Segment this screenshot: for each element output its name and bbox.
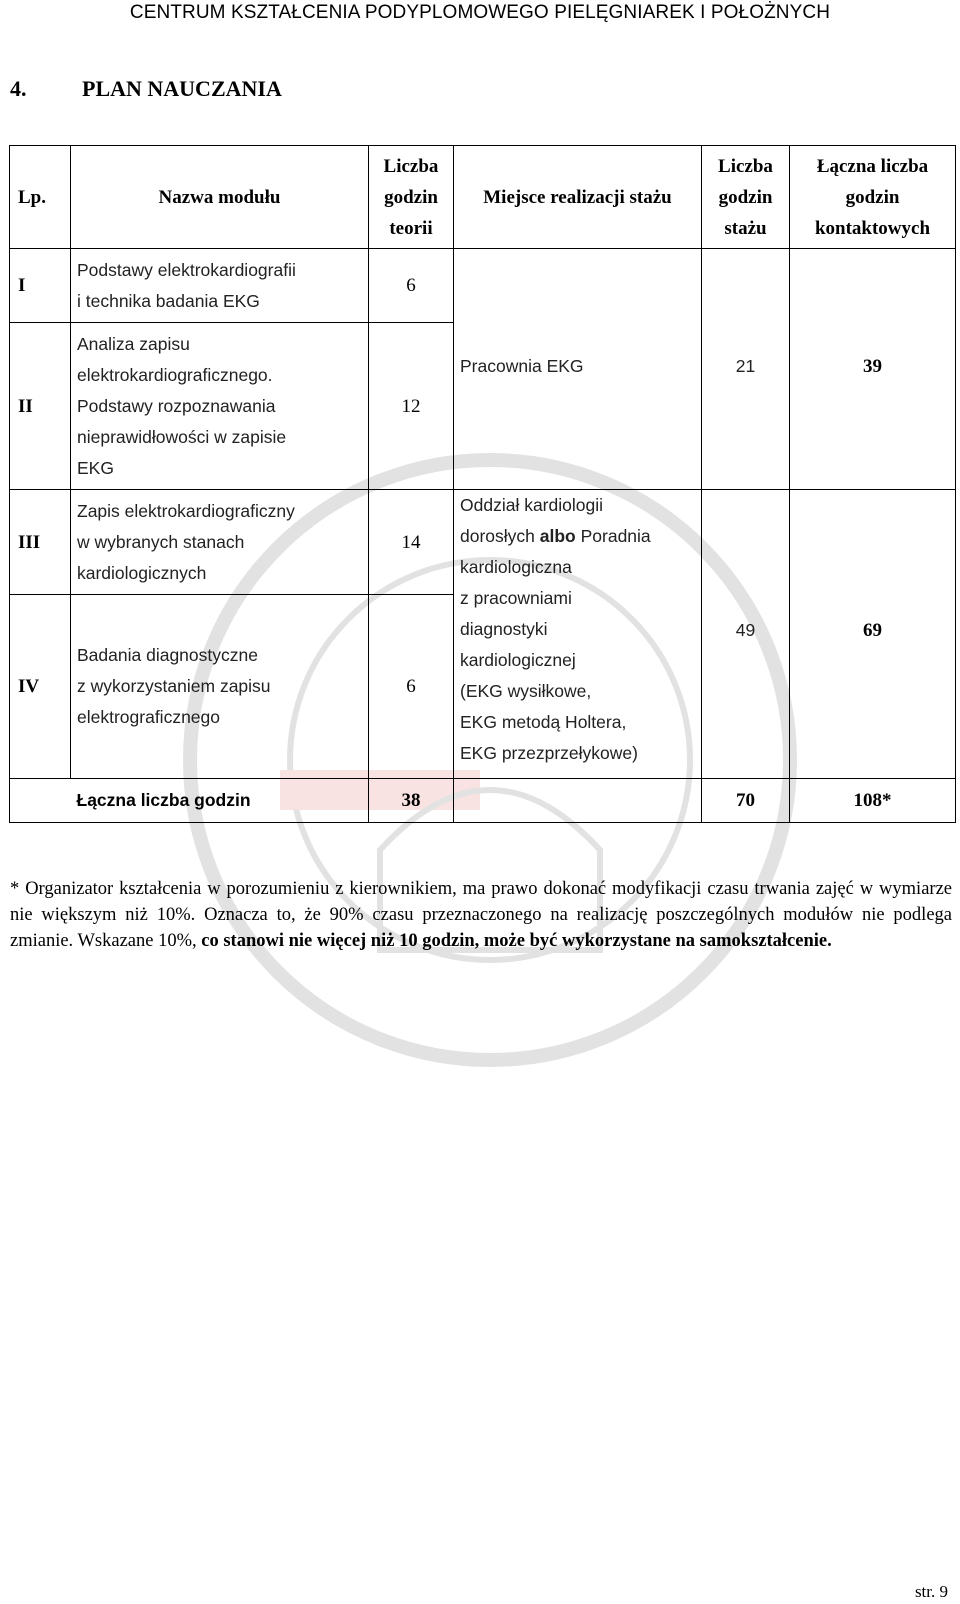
- header-total: Łączna liczba godzin kontaktowych: [790, 146, 956, 249]
- row-module: [71, 323, 369, 490]
- place-group-2: [454, 490, 702, 779]
- module-line: Podstawy elektrokardiografii: [77, 259, 296, 280]
- summary-label: Łączna liczba godzin: [71, 779, 369, 823]
- summary-theory: 38: [369, 779, 454, 823]
- page-number: str. 9: [914, 1582, 948, 1601]
- table-row: [10, 249, 956, 323]
- table-row: [10, 490, 956, 595]
- summary-internship: 70: [702, 779, 790, 823]
- plan-table: [9, 145, 956, 823]
- internship-group-1: [702, 249, 790, 490]
- place-line: Oddział kardiologii: [460, 495, 603, 515]
- place-line: z pracowniami: [460, 588, 572, 608]
- row-module: [71, 595, 369, 779]
- module-line: Zapis elektrokardiograficzny: [77, 500, 295, 521]
- section-number: 4.: [10, 76, 27, 101]
- place-line: EKG przezprzełykowe): [460, 743, 638, 763]
- internship-group-2: [702, 490, 790, 779]
- internship-value: 49: [735, 620, 756, 640]
- place-line: kardiologiczna: [460, 557, 572, 577]
- place-group-1: [454, 249, 702, 490]
- row-lp: IV: [10, 595, 71, 779]
- row-lp: III: [10, 490, 71, 595]
- place-line: diagnostyki: [460, 619, 548, 639]
- module-line: EKG: [77, 457, 114, 478]
- header-internship: Liczba godzin stażu: [702, 146, 790, 249]
- summary-place-empty: [454, 779, 702, 823]
- total-value: 69: [863, 620, 882, 641]
- row-lp: II: [10, 323, 71, 490]
- footnote-text: * Organizator kształcenia w porozumieniu z kierownikiem, ma prawo dokonać modyfikacji czasu trwania zajęć w wymiarze nie większym niż 10%. Oznacza to, że 90% czasu przeznaczonego na realizację poszczególnych modułów nie podlega zmianie. Wskazane 10%,: [10, 879, 952, 951]
- module-line: elektrokardiograficznego.: [77, 364, 273, 385]
- module-line: Analiza zapisu: [77, 333, 190, 354]
- row-theory: 14: [369, 490, 454, 595]
- module-line: elektrograficznego: [77, 707, 220, 727]
- place-line: (EKG wysiłkowe,: [460, 681, 592, 701]
- header-module: Nazwa modułu: [71, 146, 369, 249]
- module-line: Badania diagnostyczne: [77, 645, 258, 665]
- total-group-1: [790, 249, 956, 490]
- internship-value: 21: [735, 356, 756, 376]
- section-title: [10, 76, 282, 102]
- place-line: Poradnia: [575, 526, 651, 546]
- place-line: kardiologicznej: [460, 650, 576, 670]
- module-line: Podstawy rozpoznawania: [77, 395, 276, 416]
- row-theory: 6: [369, 249, 454, 323]
- module-line: w wybranych stanach: [77, 531, 245, 552]
- total-group-2: [790, 490, 956, 779]
- module-line: nieprawidłowości w zapisie: [77, 426, 287, 447]
- row-lp: I: [10, 249, 71, 323]
- module-line: kardiologicznych: [77, 562, 207, 583]
- place-line-bold: albo: [539, 526, 576, 546]
- header-place: Miejsce realizacji stażu: [454, 146, 702, 249]
- module-line: z wykorzystaniem zapisu: [77, 676, 271, 696]
- summary-spacer: [10, 779, 71, 823]
- section-title-text: PLAN NAUCZANIA: [82, 76, 282, 101]
- summary-row: [10, 779, 956, 823]
- place-text: Pracownia EKG: [460, 356, 584, 376]
- footnote-bold-text: co stanowi nie więcej niż 10 godzin, może być wykorzystane na samokształcenie.: [201, 931, 832, 951]
- header-theory: Liczba godzin teorii: [369, 146, 454, 249]
- summary-total: 108*: [790, 779, 956, 823]
- row-module: [71, 490, 369, 595]
- footnote: [10, 876, 952, 954]
- total-value: 39: [863, 356, 882, 377]
- page-header: CENTRUM KSZTAŁCENIA PODYPLOMOWEGO PIELĘGNIAREK I POŁOŻNYCH: [129, 2, 831, 23]
- table-header-row: [10, 146, 956, 249]
- place-line: EKG metodą Holtera,: [460, 712, 627, 732]
- row-theory: 6: [369, 595, 454, 779]
- header-lp: Lp.: [10, 146, 71, 249]
- row-module: [71, 249, 369, 323]
- module-line: i technika badania EKG: [77, 290, 260, 311]
- row-theory: 12: [369, 323, 454, 490]
- place-line: dorosłych: [460, 526, 540, 546]
